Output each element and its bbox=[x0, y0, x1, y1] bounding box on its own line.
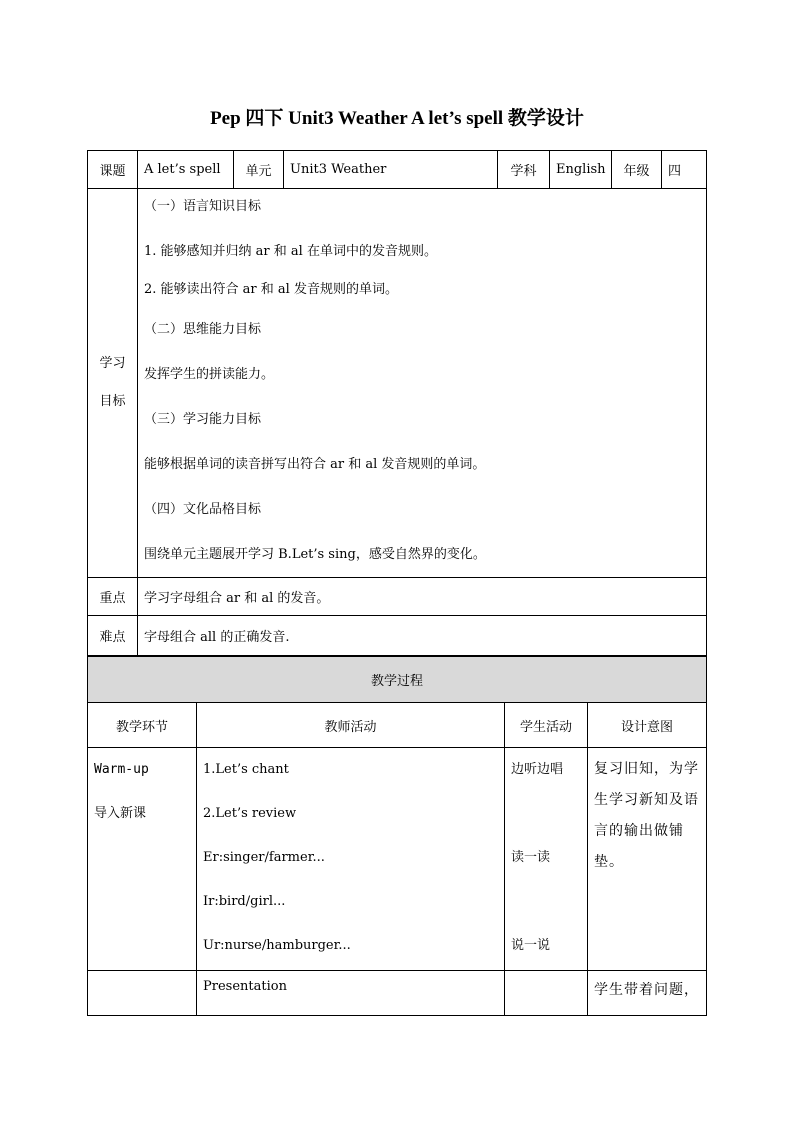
key-row bbox=[88, 578, 707, 616]
warmup-stage bbox=[88, 748, 197, 971]
header-row bbox=[88, 151, 707, 189]
grade-value: 四 bbox=[662, 151, 707, 189]
teacher-line: 1.Let’s chant bbox=[203, 762, 289, 777]
goals-row bbox=[88, 189, 707, 578]
teacher-line: 2.Let’s review bbox=[203, 806, 297, 821]
teacher-line: Ir:bird/girl... bbox=[203, 894, 286, 909]
teacher-line: Er:singer/farmer... bbox=[203, 850, 325, 865]
goal-line: 围绕单元主题展开学习 B.Let’s sing，感受自然界的变化。 bbox=[144, 547, 486, 562]
goal-line: （三）学习能力目标 bbox=[144, 412, 262, 427]
subject-value: English bbox=[550, 151, 612, 189]
goal-line: 发挥学生的拼读能力。 bbox=[144, 367, 275, 382]
presentation-teacher: Presentation bbox=[197, 971, 505, 1016]
stage-line: Warm-up bbox=[94, 762, 149, 777]
unit-value: Unit3 Weather bbox=[284, 151, 498, 189]
student-line: 边听边唱 bbox=[511, 762, 564, 777]
goals-label bbox=[88, 189, 138, 578]
warmup-student bbox=[505, 748, 588, 971]
page-title: Pep 四下 Unit3 Weather A let’s spell 教学设计 bbox=[210, 108, 584, 129]
goals-label-line-1: 学习 bbox=[99, 356, 126, 371]
student-line bbox=[511, 880, 581, 924]
process-table bbox=[87, 656, 707, 1016]
column-header: 教师活动 bbox=[197, 703, 505, 748]
warmup-teacher bbox=[197, 748, 505, 971]
goal-line: （一）语言知识目标 bbox=[144, 199, 262, 214]
stage-line: 导入新课 bbox=[94, 806, 147, 821]
difficulty-row bbox=[88, 616, 707, 656]
goal-line: 1. 能够感知并归纳 ar 和 al 在单词中的发音规则。 bbox=[144, 244, 437, 259]
column-header: 设计意图 bbox=[588, 703, 707, 748]
student-line: 说一说 bbox=[511, 938, 551, 953]
presentation-row bbox=[88, 971, 707, 1016]
presentation-stage bbox=[88, 971, 197, 1016]
subject-label: 学科 bbox=[498, 151, 550, 189]
teacher-line: Ur:nurse/hamburger... bbox=[203, 938, 351, 953]
process-header-row bbox=[88, 703, 707, 748]
unit-label: 单元 bbox=[234, 151, 284, 189]
goal-line: （四）文化品格目标 bbox=[144, 502, 262, 517]
warmup-intent: 复习旧知，为学生学习新知及语言的输出做铺垫。 bbox=[588, 748, 707, 971]
info-table bbox=[87, 150, 707, 656]
column-header: 教学环节 bbox=[88, 703, 197, 748]
key-label: 重点 bbox=[88, 578, 138, 616]
presentation-intent: 学生带着问题， bbox=[588, 971, 707, 1016]
goal-line: 2. 能够读出符合 ar 和 al 发音规则的单词。 bbox=[144, 282, 398, 297]
goal-line: 能够根据单词的读音拼写出符合 ar 和 al 发音规则的单词。 bbox=[144, 457, 486, 472]
difficulty-label: 难点 bbox=[88, 616, 138, 656]
goal-line: （二）思维能力目标 bbox=[144, 322, 262, 337]
grade-label: 年级 bbox=[612, 151, 662, 189]
topic-value: A let’s spell bbox=[138, 151, 234, 189]
topic-label: 课题 bbox=[88, 151, 138, 189]
difficulty-value: 字母组合 all 的正确发音. bbox=[138, 616, 707, 656]
process-heading: 教学过程 bbox=[88, 657, 707, 703]
goals-label-line-2: 目标 bbox=[99, 394, 126, 409]
goals-content bbox=[138, 189, 707, 578]
column-header: 学生活动 bbox=[505, 703, 588, 748]
presentation-student bbox=[505, 971, 588, 1016]
key-value: 学习字母组合 ar 和 al 的发音。 bbox=[138, 578, 707, 616]
student-line: 读一读 bbox=[511, 850, 551, 865]
student-line bbox=[511, 792, 581, 836]
warmup-row bbox=[88, 748, 707, 971]
